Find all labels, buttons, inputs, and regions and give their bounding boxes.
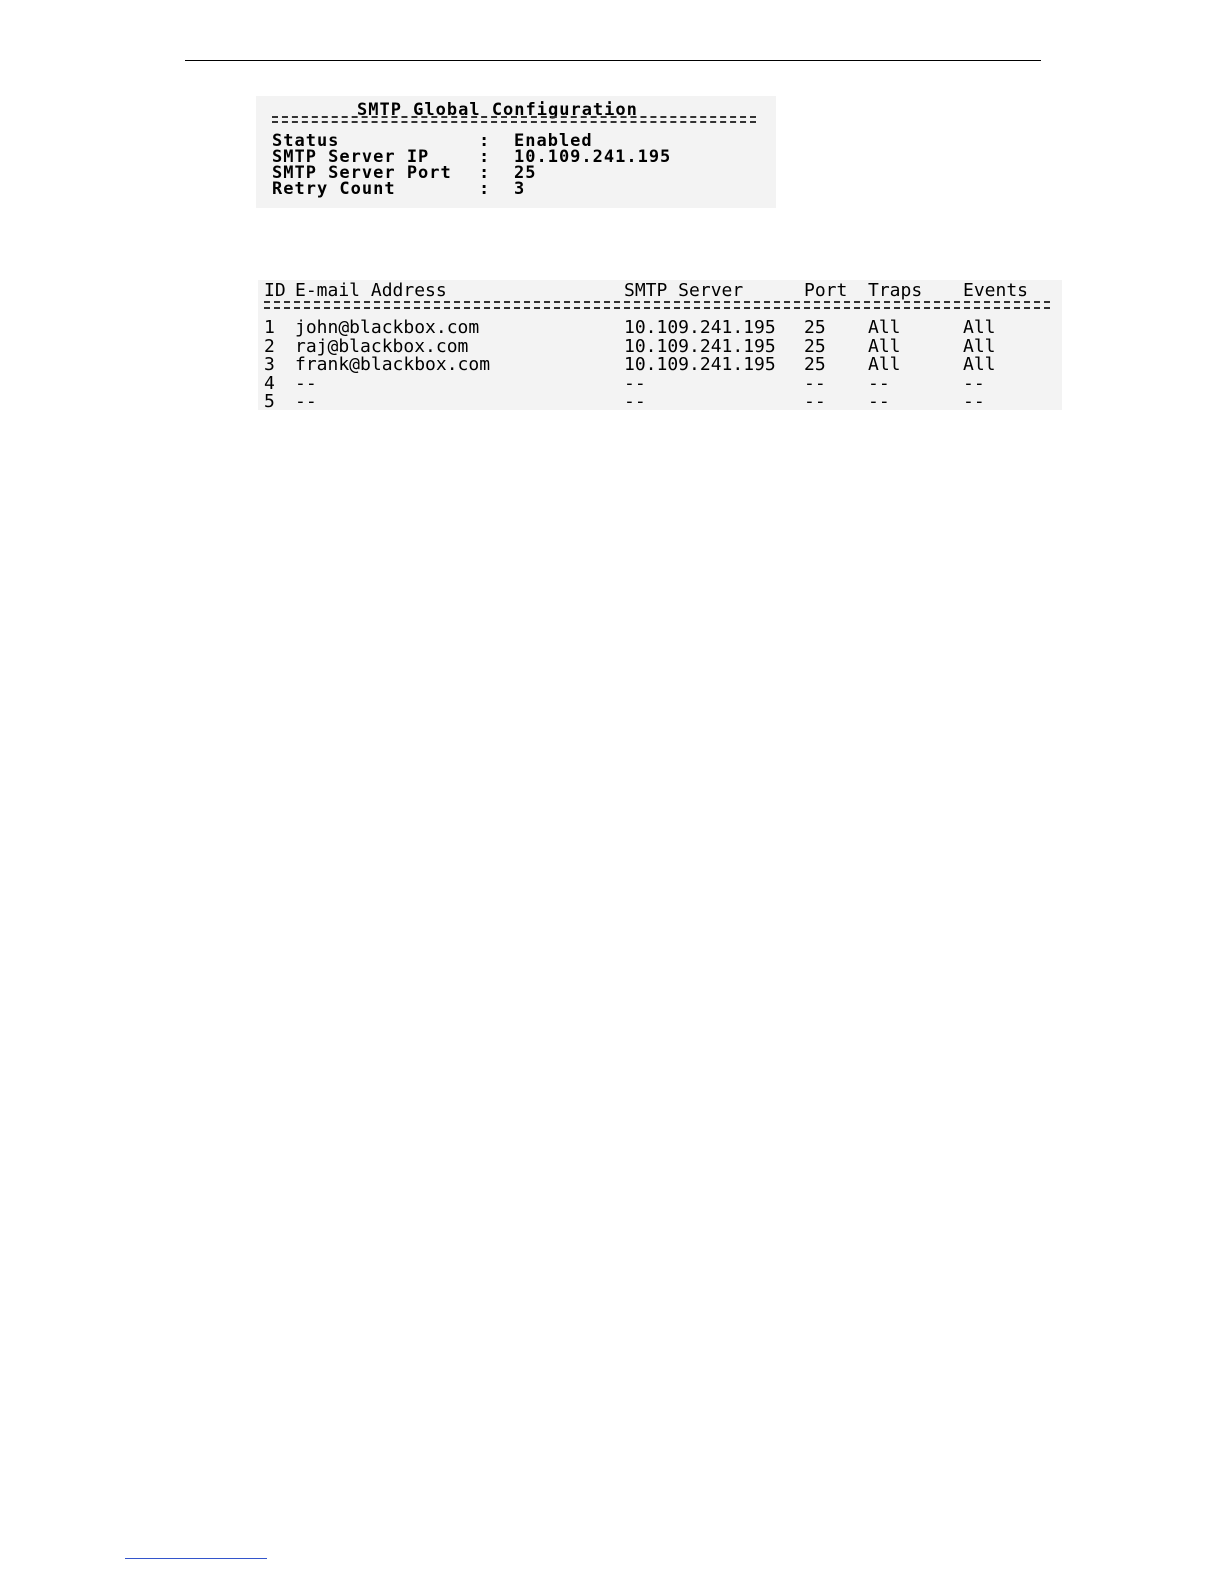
retry-count-label: Retry Count <box>272 179 396 199</box>
row-2-server: 10.109.241.195 <box>624 336 776 357</box>
header-email: E-mail Address <box>295 280 447 301</box>
header-port: Port <box>804 280 848 301</box>
retry-count-colon: : <box>479 179 491 199</box>
status-value: Enabled <box>514 131 593 151</box>
header-id: ID <box>264 280 286 301</box>
row-3-events: All <box>963 354 996 375</box>
header-smtp-server: SMTP Server <box>624 280 744 301</box>
row-5-id: 5 <box>264 391 275 412</box>
row-2-id: 2 <box>264 336 275 357</box>
row-2-port: 25 <box>804 336 826 357</box>
row-3-port: 25 <box>804 354 826 375</box>
row-4-traps: -- <box>868 373 890 394</box>
global-config-separator <box>272 116 756 123</box>
row-3-server: 10.109.241.195 <box>624 354 776 375</box>
table-separator <box>264 301 1050 309</box>
smtp-recipients-table-screenshot <box>258 280 1062 410</box>
row-2-email: raj@blackbox.com <box>295 336 469 357</box>
row-5-server: -- <box>624 391 646 412</box>
row-1-port: 25 <box>804 317 826 338</box>
retry-count-value: 3 <box>514 179 526 199</box>
row-1-server: 10.109.241.195 <box>624 317 776 338</box>
row-4-port: -- <box>804 373 826 394</box>
row-4-server: -- <box>624 373 646 394</box>
footnote-rule <box>125 1558 267 1559</box>
server-ip-label: SMTP Server IP <box>272 147 430 167</box>
server-ip-colon: : <box>479 147 491 167</box>
row-5-port: -- <box>804 391 826 412</box>
row-5-events: -- <box>963 391 985 412</box>
status-label: Status <box>272 131 340 151</box>
row-2-traps: All <box>868 336 901 357</box>
server-port-colon: : <box>479 163 491 183</box>
server-ip-value: 10.109.241.195 <box>514 147 672 167</box>
smtp-global-config-screenshot <box>256 96 776 208</box>
row-4-id: 4 <box>264 373 275 394</box>
row-3-email: frank@blackbox.com <box>295 354 491 375</box>
row-5-email: -- <box>295 391 317 412</box>
row-1-events: All <box>963 317 996 338</box>
server-port-label: SMTP Server Port <box>272 163 452 183</box>
row-5-traps: -- <box>868 391 890 412</box>
row-4-events: -- <box>963 373 985 394</box>
row-1-id: 1 <box>264 317 275 338</box>
global-config-title: SMTP Global Configuration <box>357 100 638 120</box>
header-rule <box>185 60 1041 61</box>
server-port-value: 25 <box>514 163 537 183</box>
row-2-events: All <box>963 336 996 357</box>
header-events: Events <box>963 280 1029 301</box>
row-1-traps: All <box>868 317 901 338</box>
header-traps: Traps <box>868 280 923 301</box>
row-3-id: 3 <box>264 354 275 375</box>
row-4-email: -- <box>295 373 317 394</box>
row-3-traps: All <box>868 354 901 375</box>
status-colon: : <box>479 131 491 151</box>
row-1-email: john@blackbox.com <box>295 317 480 338</box>
